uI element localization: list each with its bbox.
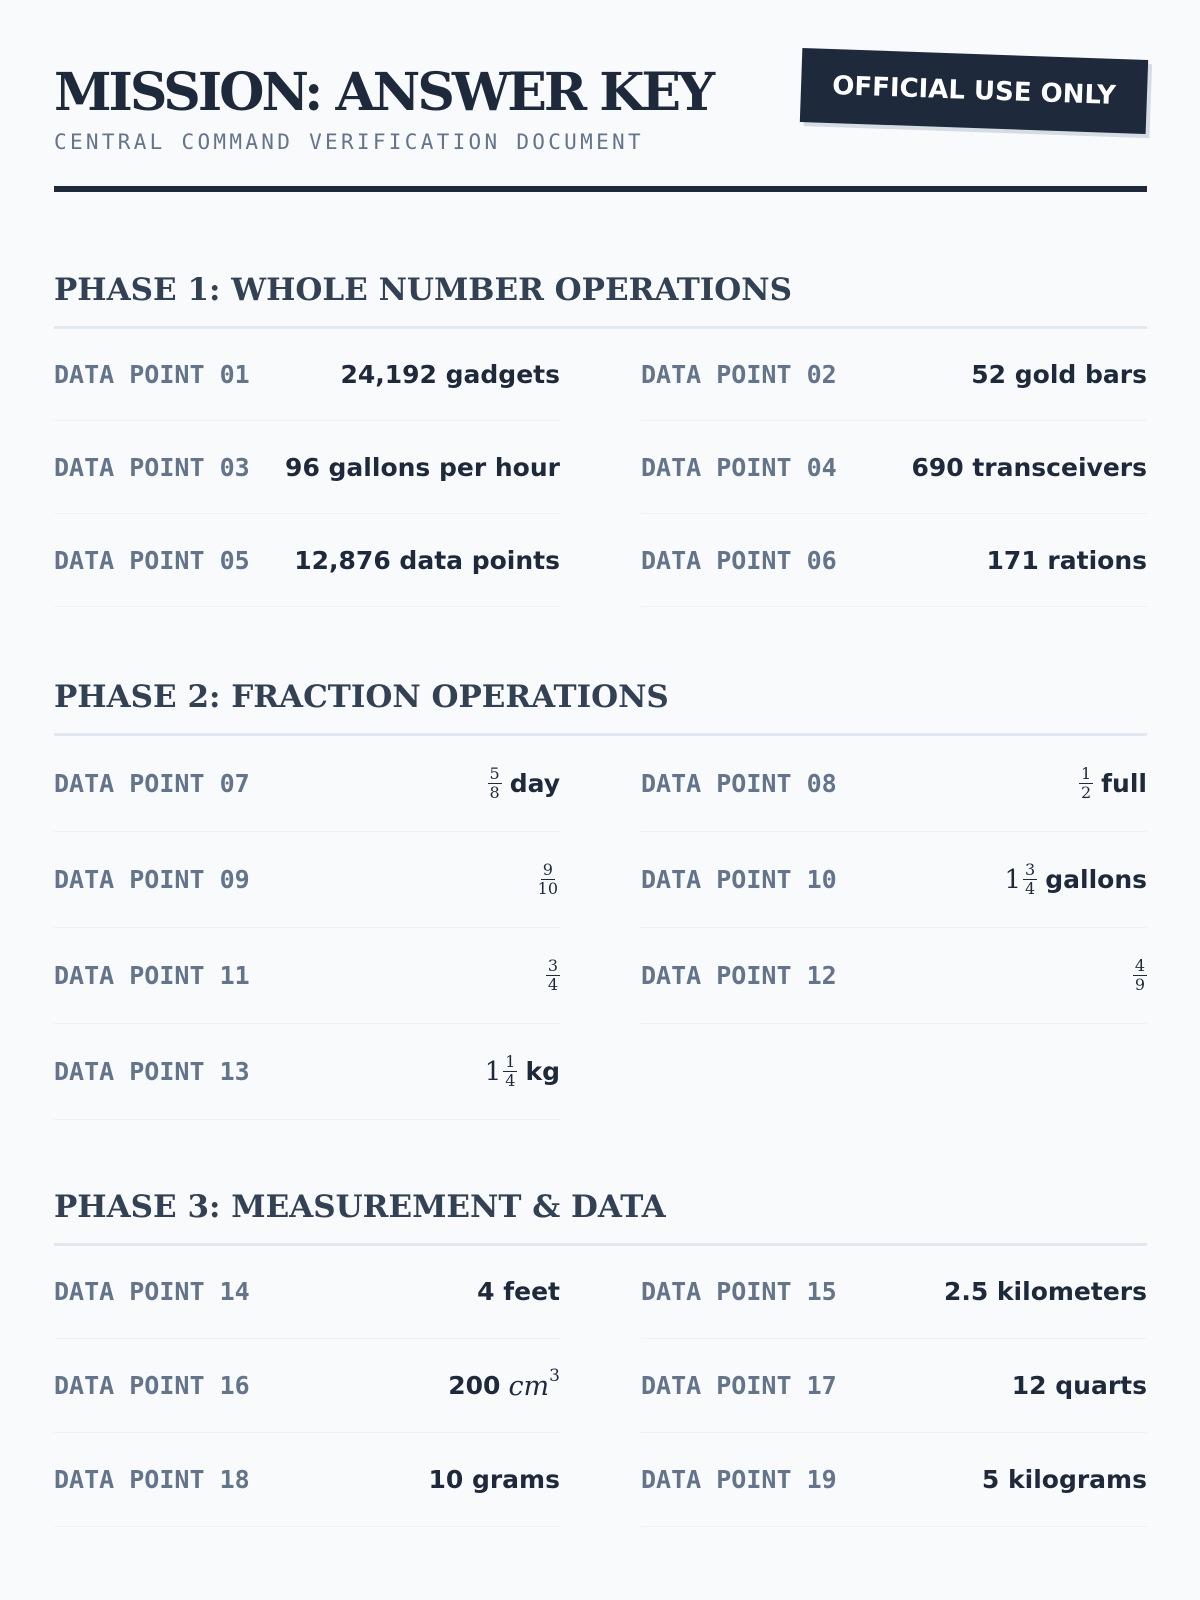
mixed-number: 1 $\frac{3}{4}$: [1004, 860, 1036, 898]
answer-row: [641, 1433, 1147, 1527]
data-point-value: 96 gallons per hour: [285, 452, 560, 482]
official-use-stamp: OFFICIAL USE ONLY: [800, 48, 1148, 134]
data-point-value: [1133, 958, 1147, 993]
data-point-label: DATA POINT 18: [54, 1465, 250, 1494]
fraction: $\frac{4}{9}$: [1134, 956, 1145, 994]
data-point-label: DATA POINT 02: [641, 359, 837, 389]
data-point-value: 12,876 data points: [294, 545, 560, 575]
data-point-value: 5 kilograms: [981, 1465, 1147, 1494]
answer-key-document: [54, 0, 1147, 1600]
data-point-value: [536, 862, 560, 897]
answer-row: [54, 832, 560, 928]
data-point-label: DATA POINT 14: [54, 1277, 250, 1306]
data-point-label: DATA POINT 12: [641, 961, 837, 990]
answer-row: [641, 328, 1147, 421]
document-title: MISSION: ANSWER KEY: [54, 62, 713, 123]
data-point-value: [485, 1054, 560, 1089]
answer-row: [641, 1245, 1147, 1339]
unit-text: kg: [525, 1057, 560, 1086]
answer-row: [641, 1339, 1147, 1433]
data-point-value: 171 rations: [986, 545, 1147, 575]
answer-row: [54, 1024, 560, 1120]
section-title: PHASE 3: MEASUREMENT & DATA: [54, 1189, 666, 1225]
header-divider: [54, 186, 1147, 192]
data-point-value: [1005, 862, 1148, 897]
answer-row: [54, 1245, 560, 1339]
data-point-label: DATA POINT 08: [641, 769, 837, 798]
answer-row: [54, 421, 560, 514]
answer-row: [54, 1339, 560, 1433]
data-point-value: [546, 958, 560, 993]
data-point-label: DATA POINT 03: [54, 452, 250, 482]
data-point-label: DATA POINT 09: [54, 865, 250, 894]
mixed-number: 1 $\frac{1}{4}$: [484, 1052, 516, 1090]
fraction: $\frac{9}{10}$: [537, 860, 558, 898]
data-point-value: [448, 1365, 560, 1402]
data-point-label: DATA POINT 06: [641, 545, 837, 575]
fraction: $\frac{5}{8}$: [489, 764, 500, 802]
data-point-value: 12 quarts: [1011, 1371, 1147, 1400]
data-point-label: DATA POINT 17: [641, 1371, 837, 1400]
document-header: [54, 54, 1147, 194]
data-point-label: DATA POINT 05: [54, 545, 250, 575]
answer-row: [641, 832, 1147, 928]
fraction: $\frac{3}{4}$: [547, 956, 558, 994]
answer-row: [641, 514, 1147, 607]
data-point-label: DATA POINT 16: [54, 1371, 250, 1400]
answer-row: [641, 736, 1147, 832]
answer-row: [54, 1433, 560, 1527]
section-title: PHASE 2: FRACTION OPERATIONS: [54, 679, 669, 715]
data-point-label: DATA POINT 19: [641, 1465, 837, 1494]
answer-row: [641, 421, 1147, 514]
volume-number: 200: [448, 1371, 501, 1400]
section-title: PHASE 1: WHOLE NUMBER OPERATIONS: [54, 272, 793, 308]
data-point-value: 690 transceivers: [911, 452, 1147, 482]
data-point-label: DATA POINT 15: [641, 1277, 837, 1306]
answer-row: [54, 514, 560, 607]
data-point-label: DATA POINT 13: [54, 1057, 250, 1086]
data-point-value: 52 gold bars: [971, 359, 1147, 389]
data-point-label: DATA POINT 07: [54, 769, 250, 798]
data-point-label: DATA POINT 10: [641, 865, 837, 894]
data-point-label: DATA POINT 01: [54, 359, 250, 389]
fraction: $\frac{1}{2}$: [1080, 764, 1092, 802]
unit-text: day: [509, 769, 560, 798]
data-point-label: DATA POINT 11: [54, 961, 250, 990]
document-subtitle: CENTRAL COMMAND VERIFICATION DOCUMENT: [54, 130, 644, 154]
data-point-value: 2.5 kilometers: [943, 1277, 1147, 1306]
volume-unit: $cm^3$: [508, 1365, 560, 1402]
data-point-value: 24,192 gadgets: [340, 359, 560, 389]
unit-text: gallons: [1045, 865, 1147, 894]
data-point-value: 10 grams: [428, 1465, 560, 1494]
answer-row: [641, 928, 1147, 1024]
data-point-value: [1079, 766, 1147, 801]
answer-row: [54, 736, 560, 832]
unit-text: full: [1101, 769, 1147, 798]
answer-row: [54, 928, 560, 1024]
data-point-value: [488, 766, 560, 801]
answer-row: [54, 328, 560, 421]
data-point-label: DATA POINT 04: [641, 452, 837, 482]
data-point-value: 4 feet: [477, 1277, 560, 1306]
